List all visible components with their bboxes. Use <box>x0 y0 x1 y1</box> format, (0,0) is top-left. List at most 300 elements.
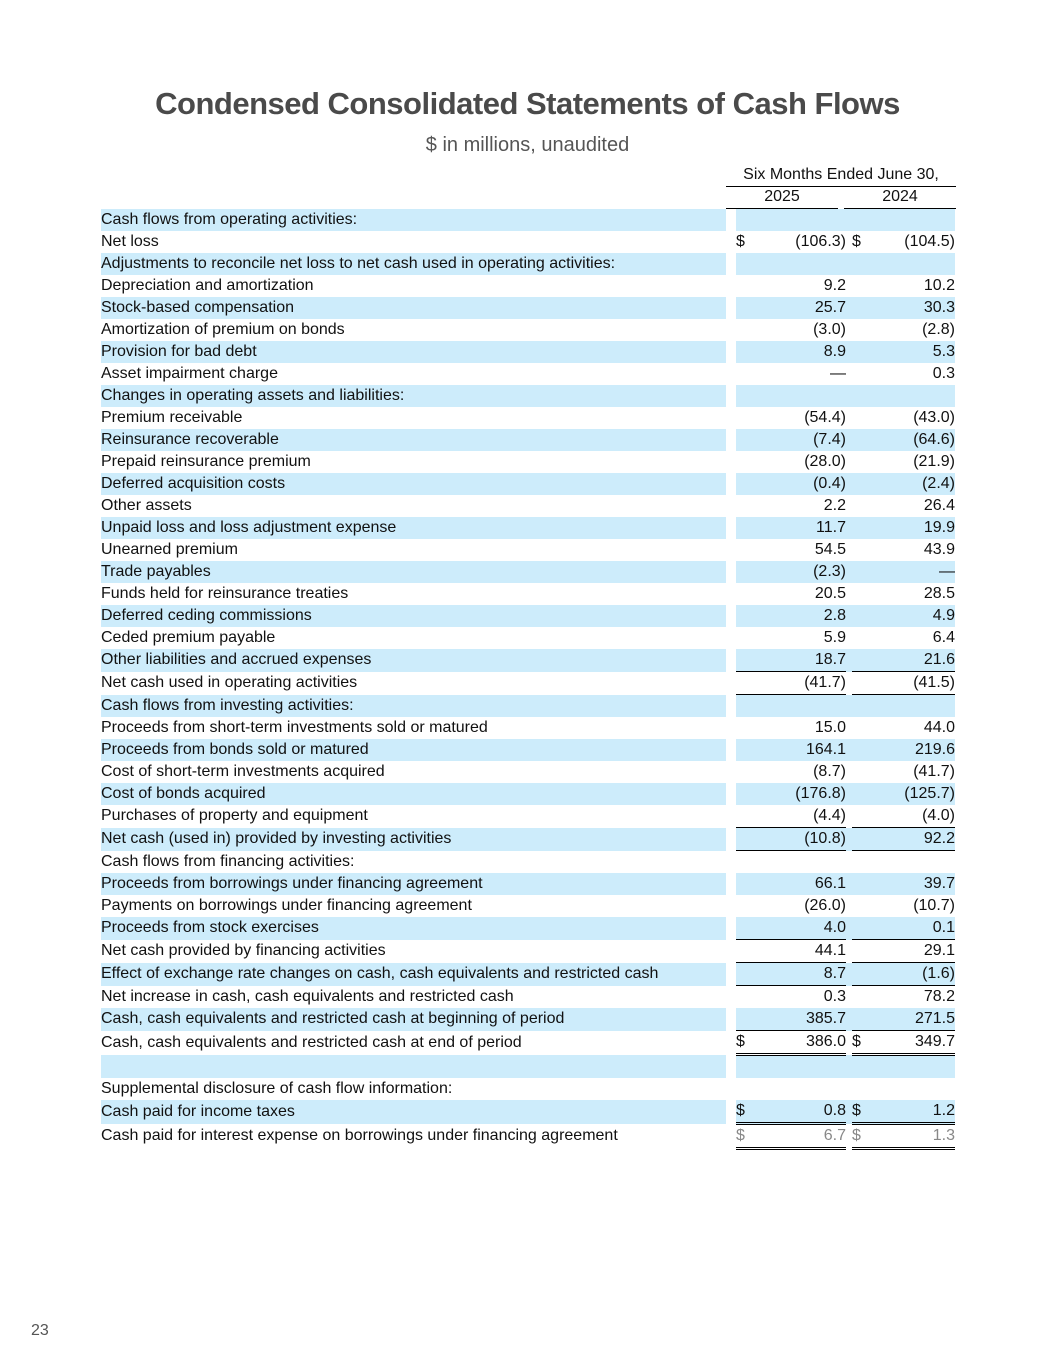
currency-2024: $ <box>852 1031 870 1055</box>
currency-2025 <box>736 783 754 805</box>
value-2024: 78.2 <box>923 988 955 1005</box>
value-2024: 44.0 <box>923 719 955 736</box>
value-2025 <box>754 209 846 231</box>
table-row <box>101 341 955 363</box>
currency-2024 <box>852 517 870 539</box>
currency-2025 <box>736 319 754 341</box>
value-2025: (7.4) <box>754 429 846 451</box>
currency-2024 <box>852 1008 870 1031</box>
column-gap <box>726 539 736 561</box>
currency-2025 <box>736 583 754 605</box>
column-gap <box>726 1100 736 1124</box>
value-2025: (41.7) <box>754 672 846 695</box>
value-2024: 1.3 <box>870 1124 955 1149</box>
value-2025: 54.5 <box>814 541 846 558</box>
column-gap <box>726 828 736 851</box>
table-row <box>101 739 955 761</box>
value-2025: 18.7 <box>754 649 846 672</box>
currency-2024 <box>852 627 870 649</box>
currency-2025 <box>736 429 754 451</box>
table-row <box>101 1078 955 1100</box>
table-row <box>101 649 955 672</box>
value-2024 <box>870 253 955 275</box>
table-row <box>101 940 955 963</box>
table-row <box>101 363 955 385</box>
value-2024: 28.5 <box>923 585 955 602</box>
row-label: Cash flows from investing activities: <box>101 695 726 718</box>
value-2025: (0.4) <box>754 473 846 495</box>
table-row <box>101 695 955 718</box>
table-row <box>101 605 955 627</box>
currency-2024 <box>852 717 870 739</box>
value-2025: 15.0 <box>814 719 846 736</box>
value-2025 <box>754 695 846 718</box>
table-row <box>101 895 955 917</box>
column-gap <box>726 1124 736 1149</box>
value-2024: 10.2 <box>923 277 955 294</box>
row-label: Effect of exchange rate changes on cash, cash equivalents and restricted cash <box>101 963 726 986</box>
value-2024: (10.7) <box>913 897 955 914</box>
currency-2024 <box>852 895 870 917</box>
value-2024: 29.1 <box>870 940 955 963</box>
value-2025: 5.9 <box>823 629 846 646</box>
column-gap <box>726 1055 736 1079</box>
value-2025: 385.7 <box>754 1008 846 1031</box>
table-row <box>101 805 955 828</box>
currency-2025 <box>736 561 754 583</box>
table-row <box>101 1008 955 1031</box>
row-label: Ceded premium payable <box>101 629 276 646</box>
currency-2025 <box>736 253 754 275</box>
value-2024: 349.7 <box>870 1031 955 1055</box>
value-2025: (10.8) <box>754 828 846 851</box>
currency-2025 <box>736 917 754 940</box>
table-row <box>101 717 955 739</box>
row-label: Cost of short-term investments acquired <box>101 763 385 780</box>
row-label: Changes in operating assets and liabilities: <box>101 385 726 407</box>
table-row <box>101 1100 955 1124</box>
currency-2024 <box>852 539 870 561</box>
currency-2025: $ <box>736 1031 754 1055</box>
currency-2024 <box>852 986 870 1009</box>
currency-2025 <box>736 895 754 917</box>
currency-2024 <box>852 341 870 363</box>
table-row <box>101 209 955 231</box>
row-label: Unpaid loss and loss adjustment expense <box>101 517 726 539</box>
currency-2025 <box>736 495 754 517</box>
row-label: Unearned premium <box>101 541 238 558</box>
value-2025: 386.0 <box>754 1031 846 1055</box>
currency-2024 <box>852 319 870 341</box>
column-gap <box>726 1008 736 1031</box>
currency-2024 <box>852 828 870 851</box>
value-2024: 39.7 <box>870 873 955 895</box>
column-gap <box>726 561 736 583</box>
currency-2025 <box>736 805 754 828</box>
currency-2025: $ <box>736 1100 754 1124</box>
currency-2024 <box>852 963 870 986</box>
column-gap <box>726 605 736 627</box>
row-label: Amortization of premium on bonds <box>101 321 345 338</box>
value-2024: 19.9 <box>870 517 955 539</box>
currency-2025 <box>736 385 754 407</box>
table-row <box>101 429 955 451</box>
column-gap <box>726 473 736 495</box>
table-row <box>101 783 955 805</box>
currency-2024 <box>852 495 870 517</box>
row-label: Prepaid reinsurance premium <box>101 453 311 470</box>
column-gap <box>726 363 736 385</box>
currency-2025: $ <box>736 1124 754 1149</box>
row-label: Provision for bad debt <box>101 341 726 363</box>
table-row <box>101 672 955 695</box>
value-2025: 6.7 <box>754 1124 846 1149</box>
currency-2025 <box>736 407 754 429</box>
column-gap <box>726 963 736 986</box>
currency-2024 <box>852 275 870 297</box>
value-2025 <box>754 385 846 407</box>
row-label: Net increase in cash, cash equivalents and restricted cash <box>101 987 514 1005</box>
value-2024 <box>870 695 955 718</box>
row-label: Proceeds from stock exercises <box>101 917 726 940</box>
row-label: Net cash provided by financing activities <box>101 942 386 959</box>
table-row <box>101 917 955 940</box>
row-label: Cash flows from financing activities: <box>101 852 355 870</box>
value-2024: 26.4 <box>923 497 955 514</box>
value-2024: (41.7) <box>913 763 955 780</box>
value-2024: (43.0) <box>913 409 955 426</box>
table-row <box>101 451 955 473</box>
value-2025: 66.1 <box>754 873 846 895</box>
row-label: Reinsurance recoverable <box>101 429 726 451</box>
row-label: Depreciation and amortization <box>101 277 314 294</box>
column-gap <box>726 275 736 297</box>
currency-2025 <box>736 275 754 297</box>
currency-2025 <box>736 517 754 539</box>
value-2025: (3.0) <box>813 321 846 338</box>
value-2024: (21.9) <box>913 453 955 470</box>
currency-2024 <box>852 583 870 605</box>
value-2025: (2.3) <box>754 561 846 583</box>
currency-2024 <box>852 407 870 429</box>
currency-2024 <box>852 873 870 895</box>
table-row <box>101 495 955 517</box>
page-number: 23 <box>31 1322 49 1339</box>
value-2024: — <box>870 561 955 583</box>
row-label: Purchases of property and equipment <box>101 807 368 825</box>
value-2025 <box>754 253 846 275</box>
row-label: Cash paid for income taxes <box>101 1100 726 1124</box>
currency-2024 <box>852 253 870 275</box>
currency-2025 <box>736 986 754 1009</box>
column-gap <box>726 407 736 429</box>
table-row <box>101 561 955 583</box>
cash-flow-table <box>101 209 955 1150</box>
currency-2024 <box>852 561 870 583</box>
currency-2024: $ <box>852 1124 870 1149</box>
row-label: Cost of bonds acquired <box>101 783 726 805</box>
value-2025: 11.7 <box>754 517 846 539</box>
value-2024: (4.0) <box>922 807 955 824</box>
table-row <box>101 319 955 341</box>
currency-2024 <box>852 917 870 940</box>
column-gap <box>726 986 736 1009</box>
column-gap <box>726 917 736 940</box>
row-label: Trade payables <box>101 561 726 583</box>
value-2024 <box>870 385 955 407</box>
column-gap <box>726 739 736 761</box>
page-title: Condensed Consolidated Statements of Cash Flows <box>155 86 900 121</box>
row-label: Cash flows from operating activities: <box>101 209 726 231</box>
table-row <box>101 297 955 319</box>
row-label: Stock-based compensation <box>101 297 726 319</box>
row-label: Deferred ceding commissions <box>101 605 726 627</box>
row-label: Deferred acquisition costs <box>101 473 726 495</box>
currency-2025 <box>736 451 754 473</box>
currency-2025 <box>736 363 754 385</box>
currency-2024 <box>852 363 870 385</box>
value-2024 <box>870 209 955 231</box>
table-row <box>101 986 955 1009</box>
value-2024: 6.4 <box>932 629 955 646</box>
row-label: Net cash used in operating activities <box>101 674 358 691</box>
currency-2024 <box>852 1078 870 1100</box>
value-2024 <box>870 1055 955 1079</box>
column-gap <box>726 341 736 363</box>
currency-2025 <box>736 473 754 495</box>
currency-2024 <box>852 209 870 231</box>
currency-2025 <box>736 739 754 761</box>
value-2025: 164.1 <box>754 739 846 761</box>
column-gap <box>726 451 736 473</box>
column-gap <box>726 385 736 407</box>
year-header-2024: 2024 <box>844 186 956 209</box>
column-gap <box>726 231 736 253</box>
value-2025: (176.8) <box>754 783 846 805</box>
value-2025: 2.8 <box>754 605 846 627</box>
table-row <box>101 851 955 874</box>
currency-2024 <box>852 297 870 319</box>
column-gap <box>726 672 736 695</box>
value-2024: 1.2 <box>870 1100 955 1124</box>
year-header-2025: 2025 <box>726 186 838 209</box>
column-gap <box>726 297 736 319</box>
currency-2025 <box>736 539 754 561</box>
column-gap <box>726 717 736 739</box>
value-2024: 21.6 <box>870 649 955 672</box>
row-label: Net cash (used in) provided by investing activities <box>101 828 726 851</box>
value-2025: 0.3 <box>823 988 846 1005</box>
value-2025: 20.5 <box>814 585 846 602</box>
column-gap <box>726 695 736 718</box>
currency-2025 <box>736 1055 754 1079</box>
column-gap <box>726 583 736 605</box>
value-2025 <box>754 1055 846 1079</box>
currency-2024: $ <box>852 233 861 250</box>
row-label: Asset impairment charge <box>101 365 278 382</box>
value-2025: 4.0 <box>754 917 846 940</box>
column-gap <box>726 517 736 539</box>
value-2024: 30.3 <box>870 297 955 319</box>
row-label: Cash, cash equivalents and restricted cash at beginning of period <box>101 1008 726 1031</box>
row-label: Payments on borrowings under financing agreement <box>101 897 472 914</box>
currency-2025 <box>736 1078 754 1100</box>
currency-2024 <box>852 451 870 473</box>
value-2025: (4.4) <box>813 807 846 824</box>
column-gap <box>726 1078 736 1100</box>
row-label: Other assets <box>101 497 192 514</box>
value-2024: (2.8) <box>922 321 955 338</box>
currency-2024 <box>852 940 870 963</box>
value-2025 <box>754 851 846 874</box>
row-label: Cash, cash equivalents and restricted cash at end of period <box>101 1033 522 1051</box>
value-2024 <box>870 1078 955 1100</box>
table-row <box>101 1031 955 1055</box>
row-label: Supplemental disclosure of cash flow information: <box>101 1080 453 1097</box>
value-2025: 44.1 <box>754 940 846 963</box>
value-2025: (8.7) <box>813 763 846 780</box>
table-row <box>101 517 955 539</box>
value-2025: 2.2 <box>823 497 846 514</box>
column-gap <box>726 495 736 517</box>
row-label: Premium receivable <box>101 409 243 426</box>
column-gap <box>726 761 736 783</box>
table-row <box>101 407 955 429</box>
column-gap <box>726 873 736 895</box>
row-label: Cash paid for interest expense on borrowings under financing agreement <box>101 1127 618 1144</box>
value-2024: 4.9 <box>870 605 955 627</box>
currency-2025 <box>736 209 754 231</box>
value-2024: 92.2 <box>870 828 955 851</box>
value-2024: (1.6) <box>870 963 955 986</box>
currency-2025 <box>736 341 754 363</box>
value-2025: — <box>830 365 846 382</box>
column-gap <box>726 649 736 672</box>
value-2025: 8.7 <box>754 963 846 986</box>
table-row <box>101 1124 955 1149</box>
table-row <box>101 828 955 851</box>
currency-2025 <box>736 963 754 986</box>
column-gap <box>726 253 736 275</box>
currency-2025: $ <box>736 233 745 250</box>
currency-2025 <box>736 761 754 783</box>
table-row <box>101 873 955 895</box>
value-2025: (54.4) <box>804 409 846 426</box>
currency-2024 <box>852 1055 870 1079</box>
currency-2024: $ <box>852 1100 870 1124</box>
value-2024: (41.5) <box>870 672 955 695</box>
value-2025: 9.2 <box>823 277 846 294</box>
currency-2024 <box>852 805 870 828</box>
currency-2025 <box>736 649 754 672</box>
value-2024: 0.3 <box>932 365 955 382</box>
currency-2024 <box>852 851 870 874</box>
column-gap <box>726 940 736 963</box>
currency-2024 <box>852 649 870 672</box>
value-2024: 5.3 <box>870 341 955 363</box>
value-2024 <box>870 851 955 874</box>
row-label: Adjustments to reconcile net loss to net cash used in operating activities: <box>101 253 726 275</box>
row-label: Proceeds from bonds sold or matured <box>101 739 726 761</box>
column-gap <box>726 1031 736 1055</box>
currency-2025 <box>736 672 754 695</box>
currency-2025 <box>736 851 754 874</box>
currency-2024 <box>852 385 870 407</box>
value-2025: (26.0) <box>804 897 846 914</box>
value-2024: (104.5) <box>904 233 955 250</box>
currency-2025 <box>736 695 754 718</box>
table-row <box>101 539 955 561</box>
currency-2024 <box>852 783 870 805</box>
currency-2025 <box>736 828 754 851</box>
table-row <box>101 473 955 495</box>
row-label: Funds held for reinsurance treaties <box>101 585 349 602</box>
currency-2024 <box>852 672 870 695</box>
value-2025: 8.9 <box>754 341 846 363</box>
column-gap <box>726 805 736 828</box>
value-2024: 43.9 <box>923 541 955 558</box>
row-label: Proceeds from borrowings under financing agreement <box>101 873 726 895</box>
currency-2024 <box>852 761 870 783</box>
table-row <box>101 627 955 649</box>
table-row <box>101 275 955 297</box>
row-label: Net loss <box>101 233 159 250</box>
table-row <box>101 1055 955 1079</box>
value-2024: (2.4) <box>870 473 955 495</box>
column-gap <box>726 209 736 231</box>
currency-2024 <box>852 695 870 718</box>
period-header: Six Months Ended June 30, <box>726 164 956 187</box>
currency-2024 <box>852 429 870 451</box>
table-row <box>101 385 955 407</box>
column-gap <box>726 429 736 451</box>
value-2025: 25.7 <box>754 297 846 319</box>
value-2025: (28.0) <box>804 453 846 470</box>
row-label <box>101 1055 726 1079</box>
row-label: Other liabilities and accrued expenses <box>101 649 726 672</box>
table-row <box>101 761 955 783</box>
column-gap <box>726 783 736 805</box>
currency-2025 <box>736 297 754 319</box>
table-row <box>101 231 955 253</box>
currency-2024 <box>852 605 870 627</box>
value-2024: 219.6 <box>870 739 955 761</box>
currency-2025 <box>736 717 754 739</box>
currency-2025 <box>736 605 754 627</box>
column-gap <box>726 627 736 649</box>
currency-2024 <box>852 739 870 761</box>
table-row <box>101 583 955 605</box>
value-2025 <box>754 1078 846 1100</box>
value-2024: (125.7) <box>870 783 955 805</box>
value-2025: (106.3) <box>795 233 846 250</box>
table-row <box>101 253 955 275</box>
value-2024: 0.1 <box>870 917 955 940</box>
column-gap <box>726 319 736 341</box>
currency-2025 <box>736 940 754 963</box>
value-2024: (64.6) <box>870 429 955 451</box>
page-subtitle: $ in millions, unaudited <box>425 134 630 156</box>
table-row <box>101 963 955 986</box>
column-gap <box>726 895 736 917</box>
column-gap <box>726 851 736 874</box>
value-2025: 0.8 <box>754 1100 846 1124</box>
currency-2025 <box>736 873 754 895</box>
value-2024: 271.5 <box>870 1008 955 1031</box>
currency-2024 <box>852 473 870 495</box>
currency-2025 <box>736 1008 754 1031</box>
row-label: Proceeds from short-term investments sold or matured <box>101 719 488 736</box>
